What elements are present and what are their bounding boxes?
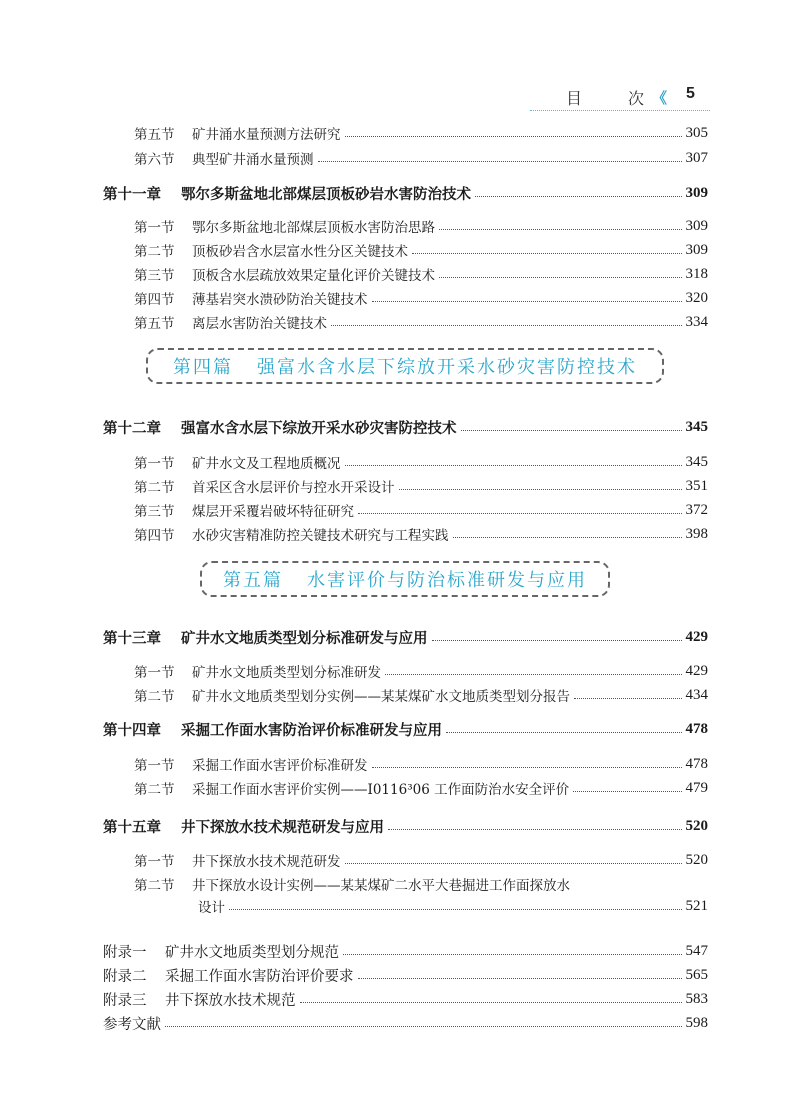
toc-section-row [0,475,800,497]
toc-entry-label: 第一节 [134,665,175,681]
toc-page-number: 309 [685,241,708,258]
dot-leader [388,829,682,830]
toc-entry-label: 附录二 [103,968,147,985]
dot-leader [358,513,682,514]
toc-page-number: 372 [685,501,708,518]
toc-entry-label: 第一节 [134,758,175,774]
dot-leader [574,698,682,699]
part-title: 水害评价与防治标准研发与应用 [307,570,587,591]
toc-section-row [0,660,800,682]
toc-section-row [0,263,800,285]
toc-section-row [0,122,800,144]
dot-leader [229,909,682,910]
toc-entry-title: 矿井涌水量预测方法研究 [192,127,341,143]
toc-entry-label: 第一节 [134,854,175,870]
toc-section-row [0,777,800,799]
toc-entry-label: 第五节 [134,127,175,143]
toc-entry-title: 矿井水文及工程地质概况 [192,456,341,472]
toc-entry-title: 顶板砂岩含水层富水性分区关键技术 [192,244,408,260]
toc-entry-label: 第二节 [134,244,175,260]
toc-page-number: 318 [685,265,708,282]
toc-page-number: 307 [685,149,708,166]
toc-chapter-row [0,626,800,648]
dot-leader [345,136,682,137]
dot-leader [412,253,682,254]
toc-appendix-row [0,988,800,1010]
toc-entry-title: 鄂尔多斯盆地北部煤层顶板水害防治思路 [192,220,435,236]
toc-page-number: 429 [685,628,708,645]
toc-page-number: 434 [685,686,708,703]
toc-page-number: 305 [685,124,708,141]
toc-entry-label: 第二节 [134,480,175,496]
toc-entry-label: 附录一 [103,944,147,961]
dot-leader [461,430,682,431]
header-title: 目 次 [566,89,647,108]
toc-section-row [0,499,800,521]
dot-leader [385,674,682,675]
toc-section-row [0,849,800,871]
dot-leader [331,325,682,326]
dot-leader [372,301,682,302]
dot-leader [439,229,682,230]
page-number: 5 [686,85,695,102]
toc-appendix-row [0,964,800,986]
part-label: 第四篇 [173,357,233,378]
toc-section-row [0,239,800,261]
toc-entry-title: 井下探放水技术规范研发与应用 [181,818,384,836]
toc-entry-label: 第二节 [134,782,175,798]
toc-chapter-row [0,815,800,837]
toc-entry-title: 采掘工作面水害防治评价要求 [165,968,354,985]
toc-entry-title: 水砂灾害精准防控关键技术研究与工程实践 [192,528,449,544]
toc-entry-title: 顶板含水层疏放效果定量化评价关键技术 [192,268,435,284]
toc-page-number: 565 [685,966,708,983]
toc-entry-label: 第四节 [134,528,175,544]
toc-page-number: 309 [685,184,708,201]
toc-entry-title: 设计 [198,900,225,916]
toc-entry-title: 矿井水文地质类型划分标准研发与应用 [181,629,428,647]
dot-leader [475,196,682,197]
part-label: 第五篇 [223,570,283,591]
toc-entry-label: 第六节 [134,152,175,168]
toc-entry-label: 第三节 [134,504,175,520]
toc-entry-title: 薄基岩突水溃砂防治关键技术 [192,292,368,308]
toc-page-number: 520 [685,851,708,868]
toc-page-number: 598 [685,1014,708,1031]
toc-page-number: 429 [685,662,708,679]
double-chevron-left-icon: 《 [652,89,668,107]
toc-appendix-row [0,940,800,962]
toc-entry-title: 强富水含水层下综放开采水砂灾害防控技术 [181,419,457,437]
toc-entry-title: 典型矿井涌水量预测 [192,152,314,168]
toc-entry-title: 采掘工作面水害评价标准研发 [192,758,368,774]
toc-entry-title: 井下探放水技术规范 [165,992,296,1009]
toc-entry-label: 第四节 [134,292,175,308]
toc-page-number: 398 [685,525,708,542]
toc-section-row [0,895,800,917]
dot-leader [372,767,682,768]
part-heading-4 [146,348,664,384]
dot-leader [318,161,682,162]
toc-page-number: 547 [685,942,708,959]
toc-chapter-row [0,182,800,204]
toc-entry-title: 矿井水文地质类型划分实例——某某煤矿水文地质类型划分报告 [192,689,570,705]
toc-section-row [0,215,800,237]
dot-leader [165,1026,682,1027]
part-heading-5 [200,561,610,597]
toc-page-number: 521 [685,897,708,914]
toc-page-number: 583 [685,990,708,1007]
toc-entry-label: 第十三章 [103,629,161,647]
toc-section-row [0,311,800,333]
toc-entry-title: 采掘工作面水害评价实例——Ⅰ0116³06 工作面防治水安全评价 [192,782,570,798]
toc-section-row [0,753,800,775]
dot-leader [432,640,682,641]
toc-section-row [0,873,800,895]
toc-entry-title: 煤层开采覆岩破坏特征研究 [192,504,354,520]
toc-entry-label: 第二节 [134,878,175,894]
toc-entry-title: 矿井水文地质类型划分规范 [165,944,339,961]
toc-entry-label: 第三节 [134,268,175,284]
toc-section-row [0,684,800,706]
toc-entry-label: 第二节 [134,689,175,705]
toc-section-row [0,147,800,169]
toc-page-number: 351 [685,477,708,494]
dot-leader [453,537,682,538]
part-title: 强富水含水层下综放开采水砂灾害防控技术 [257,357,637,378]
dot-leader [446,732,682,733]
toc-entry-label: 第十一章 [103,185,161,203]
toc-entry-title: 井下探放水技术规范研发 [192,854,341,870]
dot-leader [343,954,682,955]
toc-entry-title: 矿井水文地质类型划分标准研发 [192,665,381,681]
toc-entry-label: 第十四章 [103,721,161,739]
toc-page-number: 334 [685,313,708,330]
toc-entry-label: 附录三 [103,992,147,1009]
dot-leader [399,489,682,490]
toc-page-number: 478 [685,755,708,772]
toc-entry-title: 离层水害防治关键技术 [192,316,327,332]
toc-entry-label: 第一节 [134,220,175,236]
toc-page-number: 345 [685,453,708,470]
toc-entry-label: 第一节 [134,456,175,472]
dot-leader [573,791,681,792]
dot-leader [345,863,682,864]
toc-page-number: 520 [685,817,708,834]
toc-page-number: 479 [685,779,708,796]
toc-page-number: 320 [685,289,708,306]
toc-entry-title: 井下探放水设计实例——某某煤矿二水平大巷掘进工作面探放水 [192,878,570,894]
dot-leader [439,277,682,278]
dot-leader [358,978,682,979]
toc-entry-title: 采掘工作面水害防治评价标准研发与应用 [181,721,442,739]
toc-chapter-row [0,416,800,438]
toc-entry-title: 参考文献 [103,1016,161,1033]
toc-section-row [0,451,800,473]
toc-entry-title: 首采区含水层评价与控水开采设计 [192,480,395,496]
toc-page-number: 478 [685,720,708,737]
toc-section-row [0,523,800,545]
toc-entry-label: 第十二章 [103,419,161,437]
dot-leader [345,465,682,466]
toc-page-number: 309 [685,217,708,234]
toc-appendix-row [0,1012,800,1034]
toc-entry-label: 第五节 [134,316,175,332]
toc-section-row [0,287,800,309]
dot-leader [300,1002,682,1003]
toc-page-number: 345 [685,418,708,435]
toc-chapter-row [0,718,800,740]
toc-entry-label: 第十五章 [103,818,161,836]
toc-entry-title: 鄂尔多斯盆地北部煤层顶板砂岩水害防治技术 [181,185,471,203]
